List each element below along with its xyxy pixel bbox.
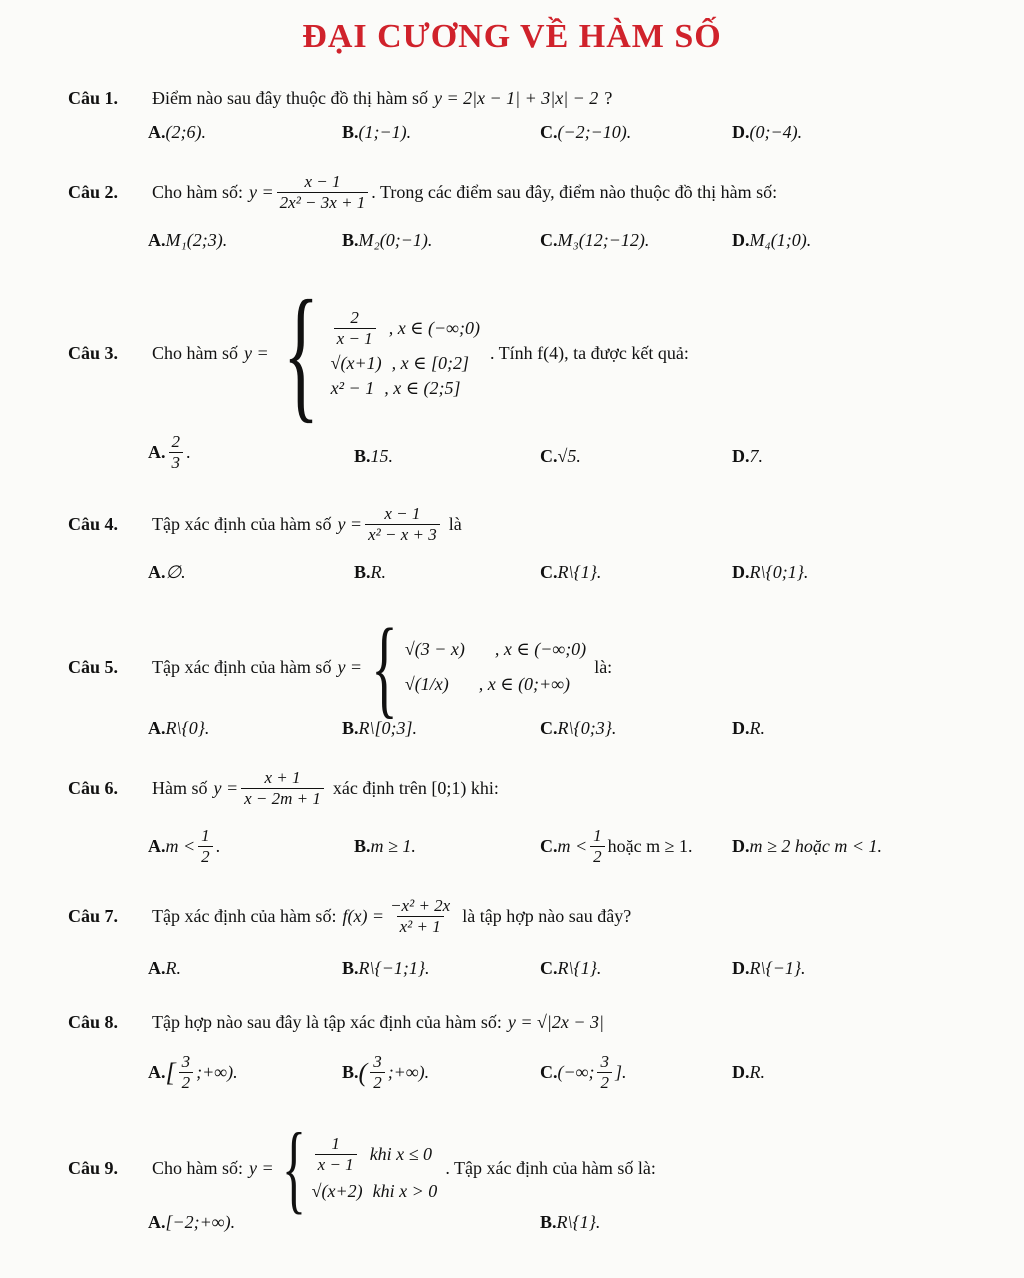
case-expression: x² − 1 [330,377,375,398]
option-value: R\{0;1}. [749,562,809,582]
option-key: B. [342,958,359,978]
fraction [334,308,376,349]
brace-icon: { [371,606,398,728]
question-text-end: là: [594,656,613,677]
denominator: 2 [597,1072,612,1093]
case-1 [405,639,586,660]
option-key: D. [732,1062,750,1082]
question-2 [68,172,968,213]
option-value: (1;−1). [358,122,412,142]
option-a[interactable] [148,230,227,251]
option-value: m ≥ 1. [370,836,416,856]
option-key: A. [148,1062,166,1082]
numerator: 3 [600,1052,609,1071]
fraction [387,896,453,937]
formula-lhs: y = [249,1157,274,1178]
brace-icon: { [282,270,319,436]
option-key: B. [342,230,359,250]
option-value: M₁(2;3). [165,230,228,250]
option-value: M₃(12;−12). [557,230,650,250]
numerator: 3 [181,1052,191,1071]
fraction [277,172,369,213]
formula-lhs: f(x) = [342,906,385,926]
piecewise-cases [331,308,480,399]
fraction [370,1052,385,1093]
option-value: R\{0;3}. [557,718,617,738]
question-text: Tập xác định của hàm số: [152,906,337,926]
denominator: 2x² − 3x + 1 [277,192,369,213]
numerator: 1 [331,1134,340,1153]
denominator: 2 [179,1072,194,1093]
numerator: −x² + 2x [390,896,451,915]
option-value: R. [749,1062,765,1082]
option-c[interactable] [540,446,581,467]
question-text-end: xác định trên [0;1) khi: [332,778,499,798]
option-value: (2;6). [165,122,206,142]
option-key: C. [540,446,558,466]
options-5 [148,718,948,758]
option-key: A. [148,718,166,738]
case-3 [331,378,480,399]
option-prefix: ( [358,1057,368,1087]
option-key: D. [732,562,750,582]
option-value: R\{1}. [557,958,602,978]
option-prefix: m < [165,836,196,856]
denominator: 3 [169,452,184,473]
denominator: x − 2m + 1 [241,788,324,809]
option-c[interactable] [540,230,649,251]
option-value: R\{−1}. [749,958,806,978]
case-expression: √(x+1) [330,352,382,373]
numerator: 3 [373,1052,382,1071]
option-key: A. [148,958,166,978]
option-value: M₂(0;−1). [358,230,433,250]
option-key: A. [148,122,166,142]
numerator: x − 1 [304,172,341,191]
fraction [198,826,213,867]
option-c[interactable] [540,562,601,583]
case-1 [331,308,480,349]
option-c[interactable] [540,826,693,867]
question-7 [68,896,968,937]
option-key: B. [342,1062,359,1082]
option-key: C. [540,718,558,738]
option-key: A. [148,230,166,250]
numerator: 1 [593,826,602,845]
option-key: B. [354,836,371,856]
numerator: 2 [171,432,180,451]
option-b[interactable] [354,446,393,467]
case-condition: , x ∈ (−∞;0) [388,317,480,338]
case-condition: khi x > 0 [372,1181,438,1201]
option-c[interactable] [540,718,616,739]
denominator: 2 [370,1072,385,1093]
numerator: x + 1 [264,768,301,787]
option-suffix: ]. [614,1062,627,1082]
options-7 [148,958,948,998]
option-key: B. [354,446,371,466]
options-2 [148,230,948,270]
fraction [241,768,324,809]
question-text: Tập hợp nào sau đây là tập xác định của hàm số: [152,1012,502,1032]
option-key: B. [354,562,371,582]
question-8 [68,1012,968,1033]
case-2 [405,674,586,695]
option-key: D. [732,446,750,466]
option-value: R. [165,958,181,978]
options-3 [148,432,948,472]
option-b[interactable] [342,958,430,979]
options-4 [148,562,948,602]
case-condition: , x ∈ (−∞;0) [494,639,587,659]
question-1 [68,88,968,109]
option-suffix: . [186,442,191,462]
question-label: Câu 7. [68,906,119,926]
option-prefix: [ [165,1057,176,1087]
fraction [597,1052,612,1093]
option-value: (0;−4). [749,122,803,142]
option-key: D. [732,958,750,978]
option-value: (−2;−10). [557,122,632,142]
option-value: 15. [370,446,394,466]
option-key: B. [540,1212,557,1232]
option-key: A. [148,442,166,462]
option-b[interactable] [342,122,411,143]
option-key: C. [540,1062,558,1082]
option-b[interactable] [354,562,386,583]
option-value: R\{1}. [556,1212,601,1232]
option-d[interactable] [732,562,808,583]
case-expression: √(x+2) [311,1181,363,1201]
option-value: R\{1}. [557,562,602,582]
option-a[interactable] [148,432,191,473]
question-6 [68,768,968,809]
option-key: D. [732,836,750,856]
option-b[interactable] [354,836,416,857]
option-key: D. [732,230,750,250]
question-text-end: là tập hợp nào sau đây? [462,906,632,926]
option-b[interactable] [342,230,432,251]
option-a[interactable] [148,1212,235,1233]
formula: y = √|2x − 3| [507,1012,604,1032]
question-text-end: . Tập xác định của hàm số là: [445,1157,656,1178]
option-value: [−2;+∞). [165,1212,236,1232]
question-label: Câu 2. [68,182,119,202]
question-3 [68,270,968,436]
denominator: x − 1 [315,1154,357,1175]
question-label: Câu 1. [68,88,119,108]
brace-icon: { [281,1112,306,1223]
options-9 [148,1212,948,1252]
question-label: Câu 6. [68,778,119,798]
option-b[interactable] [342,1052,429,1093]
formula-lhs: y = [213,778,239,798]
option-value: R\{−1;1}. [358,958,430,978]
option-value: m ≥ 2 hoặc m < 1. [749,836,883,856]
option-prefix: (−∞; [557,1062,595,1082]
option-d[interactable] [732,230,811,251]
question-label: Câu 5. [68,656,119,677]
numerator: x − 1 [384,504,421,523]
question-text: Cho hàm số: [152,1157,244,1178]
option-d[interactable] [732,1062,765,1083]
piecewise-cases [405,639,586,695]
fraction [365,504,440,545]
option-a[interactable] [148,958,181,979]
option-key: B. [342,718,359,738]
option-key: D. [732,718,750,738]
option-value: R\[0;3]. [358,718,418,738]
question-text: Cho hàm số [152,342,239,363]
formula-lhs: y = [249,182,274,202]
question-text: Cho hàm số: [152,182,244,202]
formula: y = 2|x − 1| + 3|x| − 2 [433,88,599,108]
option-key: A. [148,562,166,582]
option-key: D. [732,122,750,142]
question-text-end: là [448,514,462,534]
denominator: x² + 1 [397,916,444,937]
option-value: R. [749,718,765,738]
denominator: x − 1 [334,328,376,349]
option-suffix: ;+∞). [196,1062,238,1082]
option-c[interactable] [540,958,601,979]
option-key: C. [540,122,558,142]
question-label: Câu 3. [68,342,119,363]
option-key: A. [148,1212,166,1232]
question-text: Điểm nào sau đây thuộc đồ thị hàm số [152,88,428,108]
formula-lhs: y = [337,514,363,534]
option-d[interactable] [732,446,763,467]
question-text: Tập xác định của hàm số [152,514,332,534]
option-b[interactable] [540,1212,600,1233]
question-label: Câu 9. [68,1157,119,1178]
option-suffix: ;+∞). [387,1062,430,1082]
case-1 [312,1134,438,1175]
options-8 [148,1052,948,1092]
fraction [590,826,605,867]
question-text: Tập xác định của hàm số [152,656,332,677]
question-text-end: . Tính f(4), ta được kết quả: [489,342,689,363]
question-text: Hàm số [152,778,208,798]
option-value: 7. [749,446,763,466]
question-text-end: . Trong các điểm sau đây, điểm nào thuộc đồ thị hàm số: [371,182,778,202]
option-d[interactable] [732,836,882,857]
numerator: 1 [201,826,210,845]
denominator: x² − x + 3 [365,524,440,545]
page-title: ĐẠI CƯƠNG VỀ HÀM SỐ [302,18,722,55]
denominator: 2 [590,846,605,867]
question-4 [68,504,968,545]
option-key: B. [342,122,359,142]
option-key: C. [540,230,558,250]
option-d[interactable] [732,122,802,143]
formula-lhs: y = [337,656,363,677]
question-label: Câu 8. [68,1012,119,1032]
option-a[interactable] [148,1052,238,1093]
option-key: C. [540,958,558,978]
fraction [169,432,184,473]
numerator: 2 [350,307,359,327]
option-key: C. [540,562,558,582]
option-suffix: hoặc m ≥ 1. [607,836,693,856]
option-d[interactable] [732,718,765,739]
case-condition: , x ∈ [0;2] [391,352,469,373]
case-condition: khi x ≤ 0 [369,1144,433,1164]
option-a[interactable] [148,122,206,143]
denominator: 2 [198,846,213,867]
case-2 [331,353,480,374]
question-text-end: ? [604,88,613,108]
option-a[interactable] [148,718,209,739]
case-expression: √(1/x) [404,674,449,694]
case-expression: √(3 − x) [404,639,465,659]
fraction [315,1134,357,1175]
option-a[interactable] [148,562,186,583]
option-value: R. [370,562,387,582]
case-condition: , x ∈ (2;5] [384,377,461,398]
option-b[interactable] [342,718,417,739]
option-d[interactable] [732,958,806,979]
question-label: Câu 4. [68,514,119,534]
options-1 [148,122,948,162]
formula-lhs: y = [244,342,269,363]
option-value: √5. [557,446,581,466]
option-suffix: . [215,836,221,856]
option-key: A. [148,836,166,856]
option-key: C. [540,836,558,856]
option-prefix: m < [557,836,588,856]
option-value: M₄(1;0). [749,230,812,250]
option-value: ∅. [165,562,186,582]
option-a[interactable] [148,826,220,867]
options-6 [148,826,948,866]
case-2 [312,1181,438,1202]
option-value: R\{0}. [165,718,210,738]
fraction [179,1052,194,1093]
option-c[interactable] [540,1052,626,1093]
piecewise-cases [312,1134,438,1202]
case-condition: , x ∈ (0;+∞) [478,674,571,694]
option-c[interactable] [540,122,631,143]
